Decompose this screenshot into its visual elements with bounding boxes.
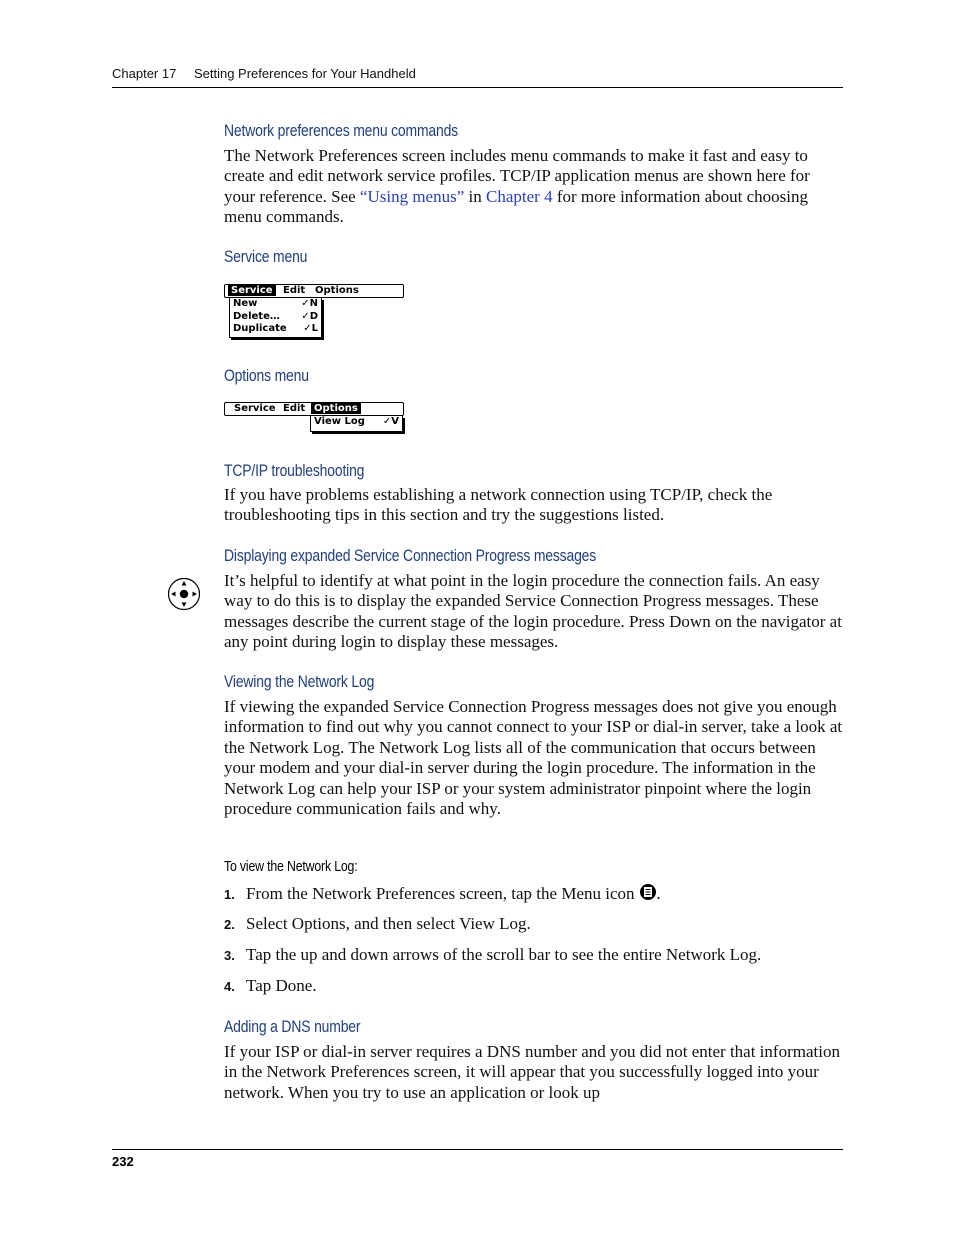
menu-edit[interactable]: Edit — [283, 403, 306, 414]
menu-service[interactable]: Service — [234, 403, 276, 414]
step-4: 4. Tap Done. — [224, 976, 317, 995]
heading-options-menu: Options menu — [224, 366, 309, 385]
footer-rule — [112, 1149, 843, 1150]
paragraph-network-menu: The Network Preferences screen includes menu commands to make it fast and easy to create and edit network service profiles. TCP/IP application menus are shown here for your reference. See “Using menus” in Chapter 4 for more information about choosing menu commands. — [224, 146, 810, 227]
chapter-title: Setting Preferences for Your Handheld — [193, 66, 416, 81]
procedure-heading: To view the Network Log: — [224, 858, 358, 875]
menu-item-delete[interactable]: Delete… ✓D — [233, 310, 318, 322]
menu-item-new[interactable]: New ✓N — [233, 298, 318, 309]
step-3: 3. Tap the up and down arrows of the scroll bar to see the entire Network Log. — [224, 945, 762, 964]
heading-network-menu: Network preferences menu commands — [224, 121, 458, 140]
link-chapter-4[interactable]: Chapter 4 — [486, 186, 553, 206]
step-1: 1. From the Network Preferences screen, tap the Menu icon . — [224, 884, 661, 903]
link-using-menus[interactable]: “Using menus” — [359, 186, 465, 206]
options-dropdown — [310, 416, 403, 432]
paragraph-dns: If your ISP or dial-in server requires a DNS number and you did not enter that information in the Network Preferences screen, it will appear that you successfully logged into your network. When you try to use an application or look up — [224, 1042, 840, 1102]
heading-tcpip: TCP/IP troubleshooting — [224, 461, 365, 480]
heading-expanded-messages: Displaying expanded Service Connection Progress messages — [224, 546, 597, 565]
page-number: 232 — [112, 1154, 134, 1169]
menu-item-view-log[interactable]: View Log ✓V — [314, 416, 399, 427]
menu-item-duplicate[interactable]: Duplicate ✓L — [233, 323, 318, 334]
options-menu-bar — [224, 402, 404, 416]
running-header — [112, 66, 843, 88]
service-menu-bar — [224, 284, 404, 298]
paragraph-tcpip: If you have problems establishing a network connection using TCP/IP, check the troubleshooting tips in this section and try the suggestions listed. — [224, 485, 773, 525]
service-dropdown — [229, 298, 322, 338]
menu-edit[interactable]: Edit — [283, 285, 306, 296]
menu-service[interactable]: Service — [228, 285, 276, 296]
paragraph-network-log: If viewing the expanded Service Connection Progress messages does not give you enough information to find out why you cannot connect to your ISP or dial-in server, take a look at the Network Log. The Network Log lists all of the communication that occurs between your modem and your dial-in server during the login procedure. The information in the Network Log can help your ISP or your system administrator pinpoint where the login procedure communication fails and why. — [224, 697, 843, 819]
chapter-label: Chapter 17 — [112, 66, 177, 81]
heading-network-log: Viewing the Network Log — [224, 672, 375, 691]
menu-options[interactable]: Options — [315, 285, 359, 296]
menu-options[interactable]: Options — [311, 403, 361, 414]
heading-service-menu: Service menu — [224, 247, 308, 266]
paragraph-expanded-messages: It’s helpful to identify at what point in the login procedure the connection fails. An easy way to do this is to display the expanded Service Connection Progress messages. These messages describe the current stage of the login procedure. Press Down on the navigator at any point during login to display these messages. — [224, 571, 842, 652]
step-2: 2. Select Options, and then select View Log. — [224, 914, 531, 933]
navigator-icon — [167, 577, 201, 611]
menu-icon — [639, 883, 657, 901]
heading-dns: Adding a DNS number — [224, 1017, 361, 1036]
